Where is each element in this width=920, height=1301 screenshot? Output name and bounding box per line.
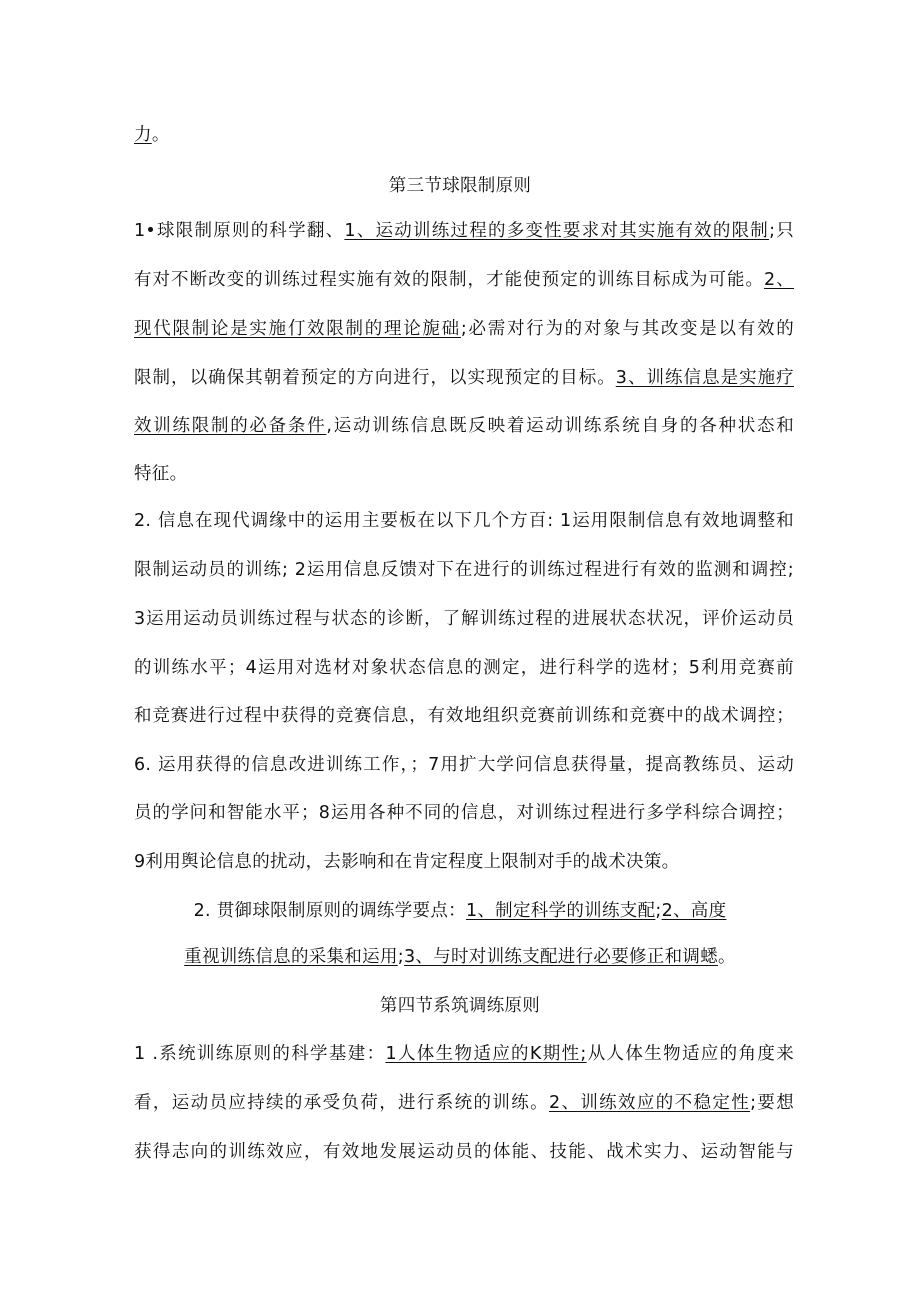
underlined-text: 效训练限制的必备条件 (134, 416, 327, 436)
text-segment: 从人体生物适应的角度来 (586, 1044, 794, 1064)
underlined-text: 现代限制论是实施仃效限制的理论旎础 (134, 319, 461, 339)
text-segment: 6. 运用获得的信息改进训练工作，；7用扩大学问信息获得量，提高教练员、运动 (134, 755, 794, 775)
text-segment: 2. 信息在现代调缘中的运用主要板在以下几个方百: 1运用限制信息有效地调整和 (134, 511, 794, 531)
text-line (134, 657, 794, 679)
underlined-text: 1、运动训练过程的多变性要求对其实施有效的限制 (344, 221, 770, 241)
text-line (134, 367, 794, 389)
underlined-text: 3、训练信息是实施疗 (615, 368, 794, 388)
text-line (134, 754, 794, 776)
underlined-text: 1人体生物适应的K期性; (385, 1044, 587, 1064)
section-heading (0, 175, 920, 197)
text-segment: 有对不断改变的训练过程实施有效的限制，才能使预定的训练目标成为可能。 (134, 270, 765, 290)
section-heading (0, 995, 920, 1017)
underlined-text: 2、 (764, 270, 794, 290)
text-segment: 和竞赛进行过程中获得的竞赛信息，有效地组织竞赛前训练和竞赛中的战术调控； (134, 706, 794, 726)
text-line (134, 1092, 794, 1114)
text-line (134, 1043, 794, 1065)
text-segment: ; (655, 901, 662, 921)
text-line (134, 802, 794, 824)
text-segment: 限制，以确保其朝着预定的方向进行，以实现预定的目标。 (134, 368, 616, 388)
underlined-text: 1、制定科学的训练支配 (465, 901, 656, 921)
text-line-centered (0, 900, 920, 922)
text-line (134, 851, 794, 873)
text-segment: 的训练水平；4运用对选材对象状态信息的测定，进行科学的选材；5利用竞赛前 (134, 658, 794, 678)
text-segment: 9利用舆论信息的扰动，去影响和在肯定程度上限制对手的战术决策。 (134, 852, 680, 872)
text-line (134, 705, 794, 727)
text-line (134, 608, 794, 630)
text-segment: 1•球限制原则的科学翻、 (134, 221, 345, 241)
text-line (134, 318, 794, 340)
text-line (134, 510, 794, 532)
text-segment: 限制运动员的训练; 2运用信息反馈对下在进行的训练过程进行有效的监测和调控; (134, 560, 794, 580)
text-line (134, 220, 794, 242)
text-segment: 第四节系筑调练原则 (379, 996, 541, 1016)
text-segment: 获得志向的训练效应，有效地发展运动员的体能、技能、战术实力、运动智能与 (134, 1142, 794, 1162)
underlined-text: 重视训练信息的采集和运用 (184, 947, 398, 967)
text-line-centered (0, 946, 920, 968)
underlined-text: 2、高度 (661, 901, 727, 921)
text-line (134, 415, 794, 437)
text-segment: ;只 (769, 221, 794, 241)
text-segment: ,运动训练信息既反映着运动训练系统自身的各种状态和 (326, 416, 794, 436)
text-segment: 员的学问和智能水平；8运用各种不同的信息，对训练过程进行多学科综合调控； (134, 803, 794, 823)
underlined-text: 2、训练效应的不稳定性 (548, 1093, 751, 1113)
text-segment: ;必需对行为的对象与其改变是以有效的 (460, 319, 794, 339)
underlined-text: 3、与时对训练支配进行必要修正和调蟋 (403, 947, 719, 967)
text-segment: ;要想 (750, 1093, 794, 1113)
text-segment: 2. 贯御球限制原则的调练学要点： (193, 901, 466, 921)
text-line (134, 269, 794, 291)
underlined-text: 力 (134, 125, 152, 145)
text-segment: 第三节球限制原则 (388, 176, 532, 196)
text-segment: 。 (151, 125, 170, 145)
text-segment: ; (397, 947, 404, 967)
text-line (134, 559, 794, 581)
text-segment: 。 (718, 947, 736, 967)
text-line (134, 1141, 794, 1163)
text-segment: 特征。 (134, 464, 188, 484)
text-segment: 1 .系统训练原则的科学基建： (134, 1044, 386, 1064)
text-segment: 看，运动员应持续的承受负荷，进行系统的训练。 (134, 1093, 549, 1113)
text-segment: 3运用运动员训练过程与状态的诊断，了解训练过程的进展状态状况，评价运动员 (134, 609, 794, 629)
text-line (134, 124, 794, 146)
text-line (134, 463, 794, 485)
